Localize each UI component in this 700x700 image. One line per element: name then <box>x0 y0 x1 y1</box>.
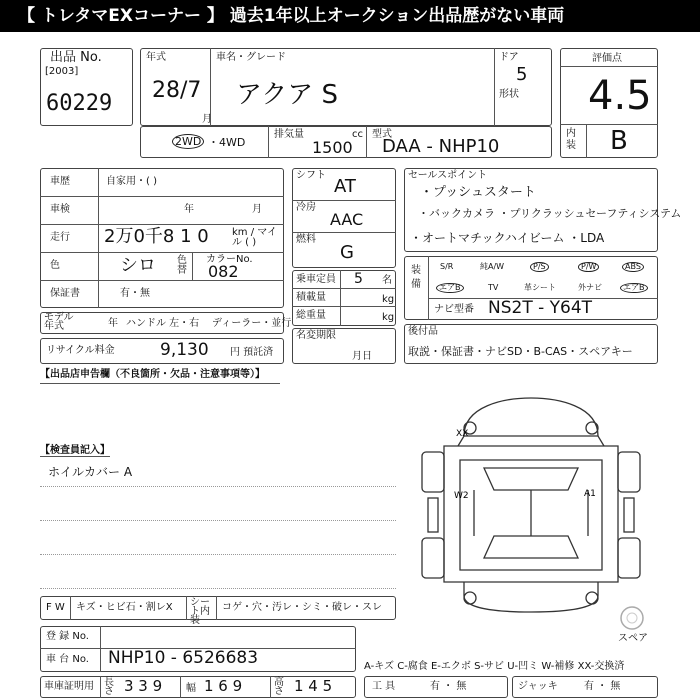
len-label: 長さ <box>104 677 114 697</box>
sales-line-2: ・バックカメラ ・プリクラッシュセーフティシステム <box>418 207 682 220</box>
engine-value: 1500 <box>312 138 353 157</box>
year-label: 年式 <box>146 52 166 63</box>
tools-value: 有 ・ 無 <box>430 681 467 692</box>
banner: 【 トレタマEXコーナー 】 過去1年以上オークション出品歴がない車両 <box>0 0 700 32</box>
color-change: 色替 <box>177 255 187 276</box>
drive-2wd-selected: 2WD <box>172 134 204 149</box>
sales-line-1: ・プッシュスタート <box>420 185 536 200</box>
interior-label: 内装 <box>566 128 576 151</box>
handle-label: ハンドル 左・右 <box>126 318 200 329</box>
equip-airbag: エアB <box>436 283 464 293</box>
aftermarket-label: 後付品 <box>408 326 438 337</box>
capacity-label: 乗車定員 <box>296 274 336 285</box>
gross-label: 総重量 <box>296 310 326 321</box>
seat-items: コゲ・穴・汚レ・シミ・破レ・スレ <box>222 602 382 613</box>
equip-airbag-2: エアB <box>620 283 648 293</box>
spare-label: スペア <box>618 633 648 644</box>
hgt-label: 高さ <box>274 677 284 697</box>
color-value: シロ <box>120 255 156 276</box>
door-label: ドア <box>499 52 519 63</box>
engine-unit: cc <box>352 129 363 140</box>
capacity-unit: 名 <box>382 275 392 286</box>
navi-label: ナビ型番 <box>434 304 474 315</box>
history-label: 車歴 <box>50 176 70 187</box>
damage-legend: A-キズ C-腐食 E-エクボ S-サビ U-凹ミ W-補修 XX-交換済 <box>364 661 625 672</box>
aftermarket-box <box>404 324 658 364</box>
shaken-month: 月 <box>252 204 262 215</box>
name-value: アクア S <box>236 80 338 110</box>
jack-value: 有 ・ 無 <box>584 681 621 692</box>
score-value: 4.5 <box>588 73 652 119</box>
jack-label: ジャッキ <box>518 681 558 692</box>
interior-value: B <box>610 126 628 156</box>
car-diagram <box>404 386 658 620</box>
load-unit: kg <box>382 294 395 305</box>
mark-w2: W2 <box>454 491 469 501</box>
seat-label: シート内装 <box>190 597 210 626</box>
aftermarket-value: 取説・保証書・ナビSD・B-CAS・スペアキー <box>408 345 633 358</box>
namechange-label: 名変期限 <box>296 330 336 341</box>
drive-4wd: ・4WD <box>208 136 246 149</box>
cool-value: AAC <box>330 210 364 229</box>
equip-ext-navi: 外ナビ <box>578 283 602 292</box>
len-value: 3 3 9 <box>124 677 163 695</box>
fuel-value: G <box>340 242 354 263</box>
engine-label: 排気量 <box>274 129 304 140</box>
shaken-label: 車検 <box>50 204 70 215</box>
vin-label: 車 台 No. <box>46 654 89 665</box>
fw-label: F W <box>46 602 65 613</box>
equip-alloy: 純A/W <box>480 262 505 271</box>
history-value: 自家用・( ) <box>106 176 157 187</box>
door-value: 5 <box>516 64 528 85</box>
year-unit: 月 <box>202 114 212 125</box>
namechange-unit: 月日 <box>352 351 372 362</box>
fw-items: キズ・ヒビ石・割レX <box>76 602 173 613</box>
cool-label: 冷房 <box>296 202 316 213</box>
equip-tv: TV <box>488 283 499 292</box>
hgt-value: 1 4 5 <box>294 677 333 695</box>
mark-xx: XX <box>456 429 469 439</box>
warranty-label: 保証書 <box>50 288 80 299</box>
wid-label: 幅 <box>186 683 196 694</box>
gross-unit: kg <box>382 312 395 323</box>
dealer-label: ディーラー・並行 <box>212 318 292 329</box>
name-label: 車名・グレード <box>216 52 286 63</box>
tools-label: 工 具 <box>372 681 396 692</box>
equip-sr: S/R <box>440 262 454 271</box>
shift-label: シフト <box>296 170 326 181</box>
fuel-label: 燃料 <box>296 234 316 245</box>
color-label: 色 <box>50 260 60 271</box>
mileage-value: 2万0千8 1 0 <box>104 226 209 247</box>
vin-value: NHP10 - 6526683 <box>108 648 259 668</box>
seller-note-label: 【出品店申告欄（不良箇所・欠品・注意事項等）】 <box>40 369 265 380</box>
equip-leather: 革シート <box>524 283 556 292</box>
colorno-label: カラーNo. <box>206 254 253 265</box>
mileage-label: 走行 <box>50 232 70 243</box>
wid-value: 1 6 9 <box>204 677 243 695</box>
drive-2wd <box>172 136 204 147</box>
reg-label: 登 録 No. <box>46 631 89 642</box>
model-year-label: モデル年式 <box>44 312 74 332</box>
capacity-value: 5 <box>354 271 363 287</box>
inspector-value: ホイルカバー A <box>48 465 133 479</box>
sales-line-3: ・オートマチックハイビーム ・LDA <box>410 231 605 245</box>
shaken-year: 年 <box>184 204 194 215</box>
model-label: 型式 <box>372 129 392 140</box>
inspector-label: 【検査員記入】 <box>40 445 110 456</box>
colorno-value: 082 <box>208 262 239 281</box>
spare-tire-icon <box>618 604 646 632</box>
load-label: 積載量 <box>296 292 326 303</box>
model-year-unit: 年 <box>108 318 118 329</box>
lot-number: 60229 <box>46 91 113 116</box>
mileage-unit: km / マイル ( ) <box>232 227 278 248</box>
recycle-unit: 円 預託済 <box>230 347 274 358</box>
warranty-value: 有・無 <box>120 288 150 299</box>
recycle-value: 9,130 <box>160 340 209 360</box>
score-label: 評価点 <box>592 53 622 64</box>
year-value: 28/7 <box>152 78 202 103</box>
shape-label: 形状 <box>499 89 519 100</box>
lot-stamp: [2003] <box>45 66 79 77</box>
recycle-label: リサイクル料金 <box>46 345 115 356</box>
navi-value: NS2T - Y64T <box>488 298 593 318</box>
lot-label: 出品 No. <box>50 50 102 65</box>
equip-ps: P/S <box>530 262 549 272</box>
sales-label: セールスポイント <box>408 170 488 181</box>
mark-a1: A1 <box>584 489 596 499</box>
equip-label: 装備 <box>411 265 421 290</box>
shift-value: AT <box>334 176 356 197</box>
equip-pw: P/W <box>578 262 599 272</box>
model-value: DAA - NHP10 <box>382 136 500 157</box>
equip-abs: ABS <box>622 262 644 272</box>
cert-label: 車庫証明用 <box>44 681 94 692</box>
